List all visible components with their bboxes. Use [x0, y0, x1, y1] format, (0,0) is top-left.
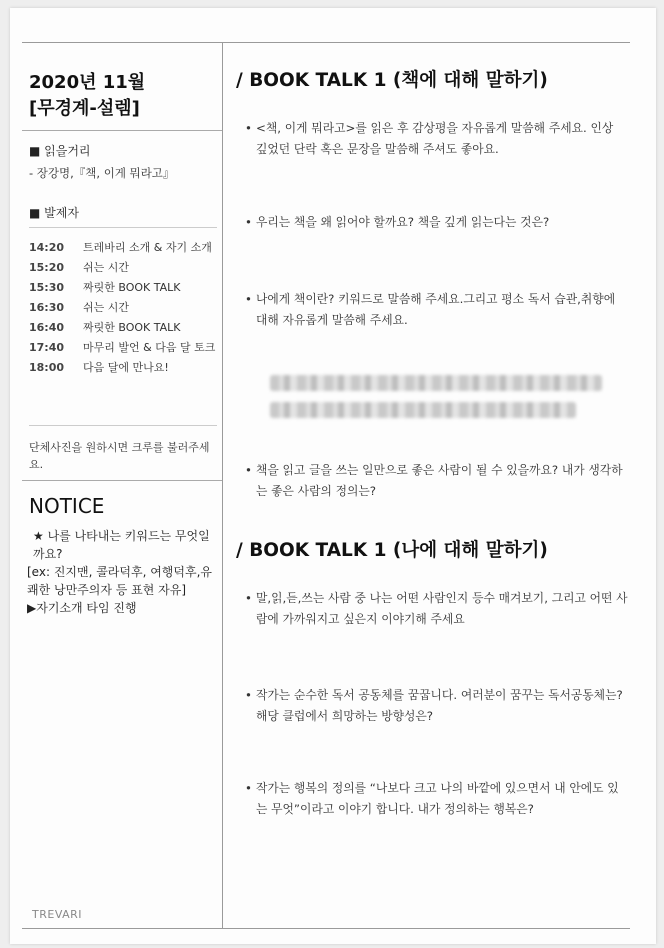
question-text: 작가는 순수한 독서 공동체를 꿈꿉니다. 여러분이 꿈꾸는 독서공동체는? 해당 클럽에서 희망하는 방향성은? [256, 688, 623, 723]
schedule-activity: 짜릿한 BOOK TALK [83, 281, 181, 294]
event-title-date: 2020년 11월 [29, 72, 146, 93]
bullet: • [245, 688, 252, 702]
redacted-text [270, 375, 602, 391]
schedule-row [29, 239, 217, 256]
schedule-time: 15:30 [29, 281, 65, 294]
question-item [245, 460, 628, 502]
bottom-rule [22, 928, 630, 929]
schedule-activity: 쉬는 시간 [83, 301, 130, 314]
event-title [29, 70, 145, 122]
schedule-row [29, 359, 217, 376]
group-photo-note: 단체사진을 원하시면 크루를 불러주세요. [29, 441, 210, 471]
question-item [245, 289, 628, 331]
question-text: 말,읽,듣,쓰는 사람 중 나는 어떤 사람인지 등수 매겨보기, 그리고 어떤 사람에 가까워지고 싶은지 이야기해 주세요 [256, 591, 628, 626]
schedule-time: 14:20 [29, 241, 65, 254]
reading-item: - 장강명,『책, 이게 뭐라고』 [29, 166, 175, 180]
event-title-name: [무경계-설렘] [29, 98, 140, 119]
schedule-time: 16:30 [29, 301, 65, 314]
question-item [245, 685, 628, 727]
brand-logo: TREVARI [32, 908, 83, 921]
note-rule [29, 425, 217, 426]
section-title-book: / BOOK TALK 1 (책에 대해 말하기) [236, 70, 548, 91]
question-text: 우리는 책을 왜 읽어야 할까요? 책을 깊게 읽는다는 것은? [256, 215, 550, 229]
schedule-activity: 트레바리 소개 & 자기 소개 [83, 241, 212, 254]
section-title-self: / BOOK TALK 1 (나에 대해 말하기) [236, 540, 548, 561]
schedule-rule [29, 227, 217, 228]
sidebar-rule [22, 130, 222, 131]
schedule [29, 239, 217, 379]
redacted-text [270, 402, 576, 418]
presenter-label: ■ 발제자 [29, 206, 79, 220]
question-text: <책, 이게 뭐라고>를 읽은 후 감상평을 자유롭게 말씀해 주세요. 인상 깊었던 단락 혹은 문장을 말씀해 주셔도 좋아요. [256, 121, 614, 156]
schedule-row [29, 259, 217, 276]
schedule-row [29, 339, 217, 356]
schedule-time: 16:40 [29, 321, 65, 334]
schedule-activity: 쉬는 시간 [83, 261, 130, 274]
notice-rule [22, 480, 222, 481]
schedule-time: 17:40 [29, 341, 65, 354]
document-page [10, 8, 656, 944]
question-item [245, 118, 628, 160]
reading-label: ■ 읽을거리 [29, 144, 91, 158]
schedule-time: 15:20 [29, 261, 65, 274]
bullet: • [245, 121, 252, 135]
bullet: • [245, 591, 252, 605]
notice-keyword-examples: [ex: 진지맨, 콜라덕후, 여행덕후,유쾌한 낭만주의자 등 표현 자유] [27, 565, 212, 597]
question-item [245, 778, 628, 820]
question-text: 책을 읽고 글을 쓰는 일만으로 좋은 사람이 될 수 있을까요? 내가 생각하는 좋은 사람의 정의는? [256, 463, 623, 498]
notice-title: NOTICE [29, 494, 105, 518]
question-item [245, 212, 628, 233]
notice-body [27, 527, 217, 617]
main-content [223, 42, 633, 928]
bullet: • [245, 292, 252, 306]
schedule-activity: 다음 달에 만나요! [83, 361, 169, 374]
question-item [245, 588, 628, 630]
schedule-row [29, 279, 217, 296]
bullet: • [245, 781, 252, 795]
schedule-time: 18:00 [29, 361, 65, 374]
schedule-row [29, 319, 217, 336]
notice-keyword-question: ★ 나를 나타내는 키워드는 무엇일까요? [33, 529, 210, 561]
notice-intro-time: ▶자기소개 타임 진행 [27, 601, 137, 615]
bullet: • [245, 463, 252, 477]
question-text: 나에게 책이란? 키워드로 말씀해 주세요.그리고 평소 독서 습관,취향에 대해 자유롭게 말씀해 주세요. [256, 292, 616, 327]
bullet: • [245, 215, 252, 229]
schedule-activity: 마무리 발언 & 다음 달 토크 [83, 341, 216, 354]
sidebar [22, 42, 222, 928]
question-text: 작가는 행복의 정의를 “나보다 크고 나의 바깥에 있으면서 내 안에도 있는 무엇”이라고 이야기 합니다. 내가 정의하는 행복은? [256, 781, 619, 816]
schedule-activity: 짜릿한 BOOK TALK [83, 321, 181, 334]
schedule-row [29, 299, 217, 316]
